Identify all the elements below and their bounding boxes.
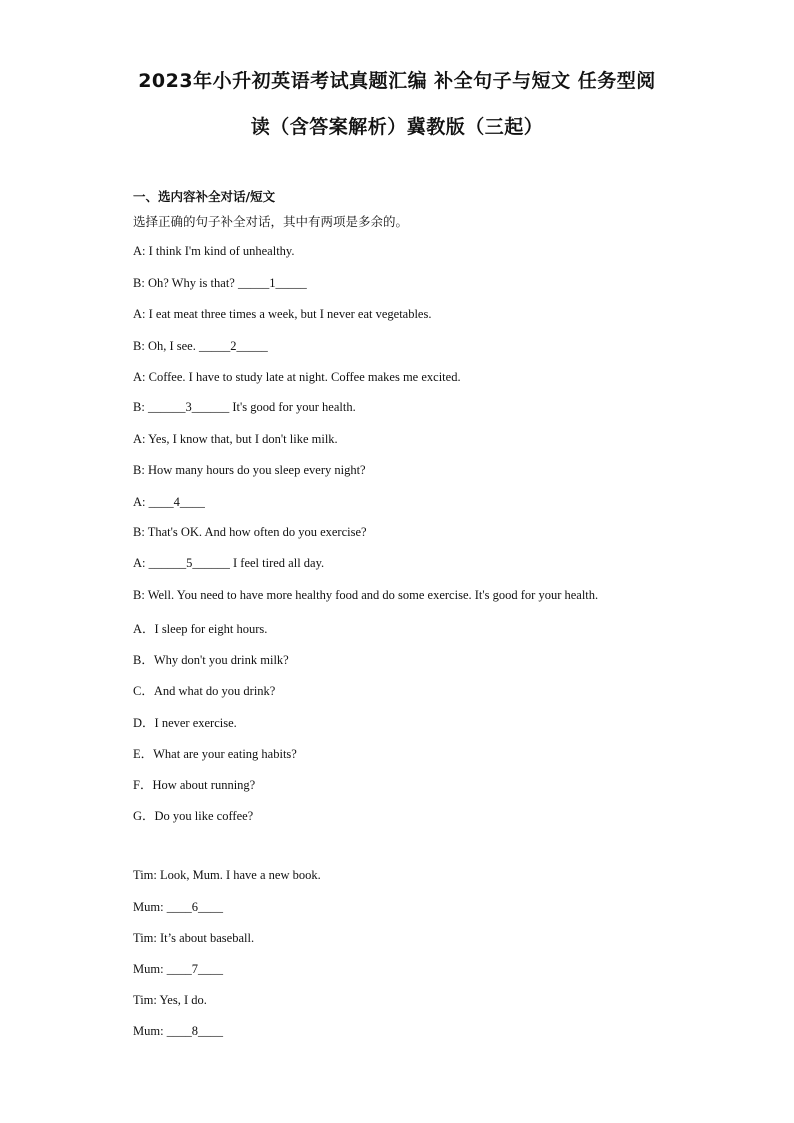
speaker: B:	[133, 588, 145, 602]
answer-blank-4: ____4____	[148, 495, 205, 509]
dialogue-line	[133, 307, 431, 322]
speaker: Tim:	[133, 993, 157, 1007]
answer-blank-7: ____7____	[166, 962, 223, 976]
dialogue2-line	[133, 931, 254, 946]
utterance: How many hours do you sleep every night?	[144, 463, 366, 477]
answer-blank-6: ____6____	[166, 900, 223, 914]
speaker: B:	[133, 276, 145, 290]
speaker: B:	[133, 463, 145, 477]
option-f: F．How about running?	[133, 778, 256, 792]
utterance: Look, Mum. I have a new book.	[156, 868, 321, 882]
dialogue-line	[133, 463, 366, 478]
dialogue-line	[133, 370, 461, 385]
utterance: That's OK. And how often do you exercise?	[144, 525, 367, 539]
speaker: A:	[133, 244, 146, 258]
section-instruction: 选择正确的句子补全对话，其中有两项是多余的。	[133, 214, 409, 229]
answer-blank-3: ______3______	[147, 400, 230, 414]
dialogue-line	[133, 588, 598, 603]
dialogue2-line	[133, 962, 223, 977]
page-title-line1: 2023年小升初英语考试真题汇编 补全句子与短文 任务型阅	[138, 70, 656, 92]
dialogue2-line	[133, 868, 321, 883]
dialogue2-line	[133, 993, 207, 1008]
utterance-tail: I feel tired all day.	[229, 556, 325, 570]
option-d: D．I never exercise.	[133, 716, 237, 730]
dialogue-line	[133, 495, 205, 510]
page-title-line2: 读（含答案解析）冀教版（三起）	[250, 116, 544, 138]
speaker: A:	[133, 432, 146, 446]
utterance: Oh, I see.	[144, 339, 199, 353]
speaker: Tim:	[133, 868, 157, 882]
utterance: It’s about baseball.	[156, 931, 255, 945]
section-heading: 一、选内容补全对话/短文	[133, 189, 276, 204]
speaker: Tim:	[133, 931, 157, 945]
dialogue-line	[133, 556, 324, 571]
speaker: A:	[133, 307, 146, 321]
answer-blank-1: _____1_____	[237, 276, 307, 290]
speaker: B:	[133, 339, 145, 353]
speaker: A:	[133, 495, 146, 509]
answer-blank-5: ______5______	[148, 556, 230, 570]
utterance-tail: It's good for your health.	[229, 400, 356, 414]
speaker: Mum:	[133, 900, 164, 914]
option-e: E．What are your eating habits?	[133, 747, 297, 761]
option-c: C．And what do you drink?	[133, 684, 276, 698]
speaker: Mum:	[133, 1024, 164, 1038]
dialogue-line	[133, 276, 307, 291]
utterance: Oh? Why is that?	[144, 276, 238, 290]
utterance: Well. You need to have more healthy food and do some exercise. It's good for your health.	[144, 588, 599, 602]
speaker: A:	[133, 370, 146, 384]
option-b: B．Why don't you drink milk?	[133, 653, 289, 667]
dialogue-line	[133, 525, 367, 540]
dialogue-line	[133, 432, 338, 447]
dialogue-line	[133, 244, 295, 259]
dialogue2-line	[133, 900, 223, 915]
dialogue-line	[133, 339, 268, 354]
utterance: I think I'm kind of unhealthy.	[145, 244, 295, 258]
dialogue-line	[133, 400, 356, 415]
option-a: A．I sleep for eight hours.	[133, 622, 268, 636]
answer-blank-8: ____8____	[166, 1024, 223, 1038]
speaker: B:	[133, 525, 145, 539]
option-g: G．Do you like coffee?	[133, 809, 254, 823]
speaker: A:	[133, 556, 146, 570]
utterance: Yes, I do.	[156, 993, 207, 1007]
speaker: Mum:	[133, 962, 164, 976]
answer-blank-2: _____2_____	[198, 339, 268, 353]
utterance: I eat meat three times a week, but I never eat vegetables.	[145, 307, 432, 321]
utterance: Yes, I know that, but I don't like milk.	[145, 432, 338, 446]
speaker: B:	[133, 400, 145, 414]
dialogue2-line	[133, 1024, 223, 1039]
utterance: Coffee. I have to study late at night. Coffee makes me excited.	[145, 370, 461, 384]
